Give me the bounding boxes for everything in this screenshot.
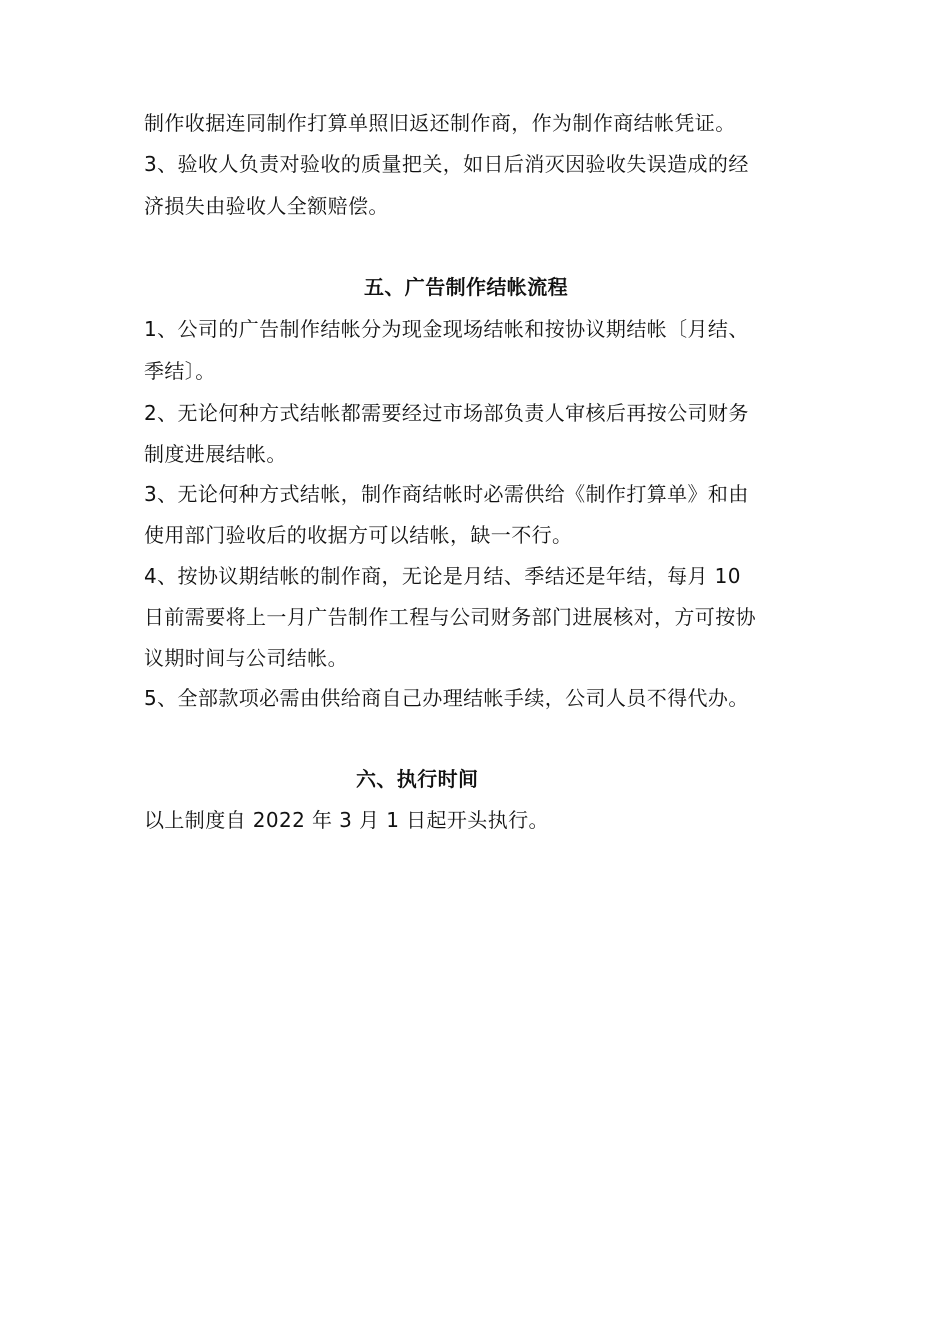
section5-item5-line1: 5、全部款项必需由供给商自己办理结帐手续，公司人员不得代办。 bbox=[144, 686, 749, 710]
section5-title: 五、广告制作结帐流程 bbox=[364, 275, 568, 299]
section5-item3-line1: 3、无论何种方式结帐，制作商结帐时必需供给《制作打算单》和由 bbox=[144, 482, 749, 506]
section4-continuation-line: 制作收据连同制作打算单照旧返还制作商，作为制作商结帐凭证。 bbox=[144, 111, 736, 135]
section5-item2-line2: 制度进展结帐。 bbox=[144, 442, 287, 466]
section4-item3-line1: 3、验收人负责对验收的质量把关，如日后消灭因验收失误造成的经 bbox=[144, 152, 749, 176]
section6-title: 六、执行时间 bbox=[356, 767, 479, 791]
section5-item4-line3: 议期时间与公司结帐。 bbox=[144, 646, 348, 670]
section5-item4-line2: 日前需要将上一月广告制作工程与公司财务部门进展核对，方可按协 bbox=[144, 605, 756, 629]
section5-item3-line2: 使用部门验收后的收据方可以结帐，缺一不行。 bbox=[144, 523, 573, 547]
section5-item4-line1: 4、按协议期结帐的制作商，无论是月结、季结还是年结，每月 10 bbox=[144, 564, 741, 588]
section5-item1-line1: 1、公司的广告制作结帐分为现金现场结帐和按协议期结帐〔月结、 bbox=[144, 317, 749, 341]
section5-item1-line2: 季结〕。 bbox=[144, 359, 216, 383]
section4-item3-line2: 济损失由验收人全额赔偿。 bbox=[144, 194, 389, 218]
section6-text: 以上制度自 2022 年 3 月 1 日起开头执行。 bbox=[144, 808, 549, 832]
section5-item2-line1: 2、无论何种方式结帐都需要经过市场部负责人审核后再按公司财务 bbox=[144, 401, 749, 425]
